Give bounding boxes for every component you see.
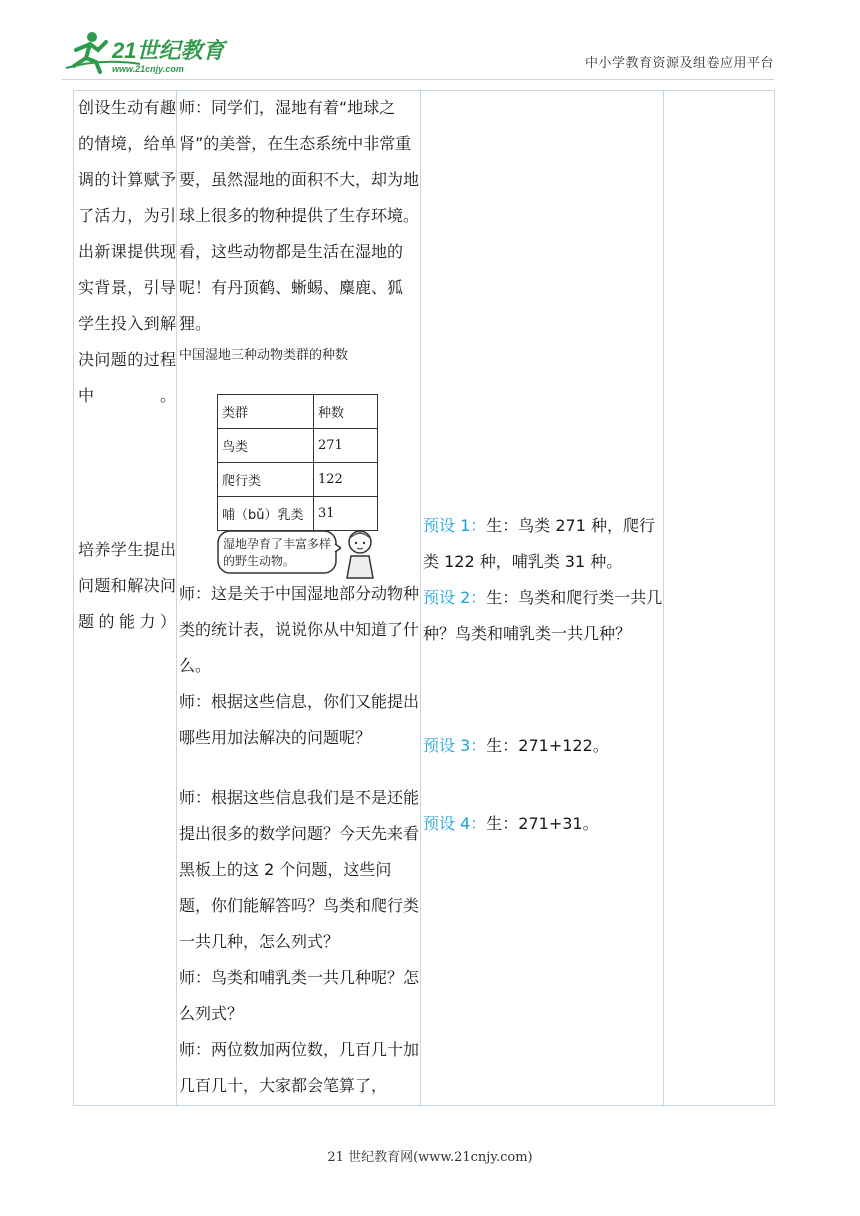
preset-text: 生：鸟类和爬行类一共几种？鸟类和哺乳类一共几种？: [423, 588, 663, 643]
table-row: [218, 429, 378, 463]
table-row: [218, 395, 378, 429]
student-preset-4: [423, 806, 663, 842]
student-activity-column: [421, 90, 664, 1106]
design-purpose-column: [73, 90, 177, 1106]
girl-illustration-icon: [343, 528, 377, 580]
purpose-text-2: 培养学生提出问题和解决问题的能力）: [78, 540, 176, 631]
count-cell: 31: [314, 497, 378, 531]
platform-name: 中小学教育资源及组卷应用平台: [584, 56, 774, 71]
purpose-text-1: 创设生动有趣的情境，给单调的计算赋予了活力，为引出新课提供现实背景，引导学生投入到解决问题的过程中。: [78, 98, 176, 405]
preset-label: 预设 1：: [423, 516, 487, 535]
logo-runner-icon: [62, 28, 232, 76]
preset-text: 生：鸟类 271 种，爬行类 122 种，哺乳类 31 种。: [423, 516, 655, 571]
header-divider: [62, 79, 774, 80]
teacher-text: 师：鸟类和哺乳类一共几种呢？怎么列式？: [179, 968, 420, 1023]
preset-label: 预设 3：: [423, 736, 487, 755]
count-cell: 122: [314, 463, 378, 497]
table-caption: 中国湿地三种动物类群的种数: [179, 348, 349, 363]
header-cell: 类群: [218, 395, 314, 429]
preset-text: 生：271+122。: [486, 736, 609, 755]
table-bottom-border: [73, 1105, 775, 1106]
category-cell: 爬行类: [218, 463, 314, 497]
lesson-table: [73, 90, 775, 1106]
teacher-text: 师：两位数加两位数，几百几十加几百几十，大家都会笔算了，: [179, 1040, 420, 1095]
teacher-intro: 师：同学们，湿地有着“地球之肾”的美誉，在生态系统中非常重要，虽然湿地的面积不大，却为地球上很多的物种提供了生存环境。看，这些动物都是生活在湿地的呢！有丹顶鹤、蜥蜴、麋鹿、狐狸。: [179, 98, 420, 333]
teacher-question-2: 师：根据这些信息，你们又能提出哪些用加法解决的问题呢？: [179, 692, 420, 747]
page-footer[interactable]: 21 世纪教育网(www.21cnjy.com): [327, 1150, 533, 1165]
teacher-question-1: 师：这是关于中国湿地部分动物种类的统计表，说说你从中知道了什么。: [179, 584, 420, 675]
category-cell: 哺（bǔ）乳类: [218, 497, 314, 531]
table-row: [218, 463, 378, 497]
table-row: [218, 497, 378, 531]
svg-text:21世纪教育: 21世纪教育: [112, 38, 225, 63]
teacher-question-3: [179, 780, 419, 1104]
teacher-text: 师：根据这些信息我们是不是还能提出很多的数学问题？今天先来看黑板上的这 2 个问题，这些问题，你们能解答吗？鸟类和爬行类一共几种，怎么列式？: [179, 788, 420, 951]
species-table: [217, 394, 378, 531]
preset-text: 生：271+31。: [486, 814, 599, 833]
preset-label: 预设 2：: [423, 588, 487, 607]
student-preset-1: [423, 508, 663, 580]
bubble-text: 湿地孕育了丰富多样的野生动物。: [223, 537, 332, 568]
preset-label: 预设 4：: [423, 814, 487, 833]
category-cell: 鸟类: [218, 429, 314, 463]
student-preset-3: [423, 728, 663, 764]
site-logo[interactable]: [62, 28, 232, 76]
header-cell: 种数: [314, 395, 378, 429]
svg-text:www.21cnjy.com: www.21cnjy.com: [112, 64, 184, 74]
notes-column: [664, 90, 775, 1106]
teacher-activity-column: [177, 90, 421, 1106]
student-preset-2: [423, 580, 663, 652]
count-cell: 271: [314, 429, 378, 463]
